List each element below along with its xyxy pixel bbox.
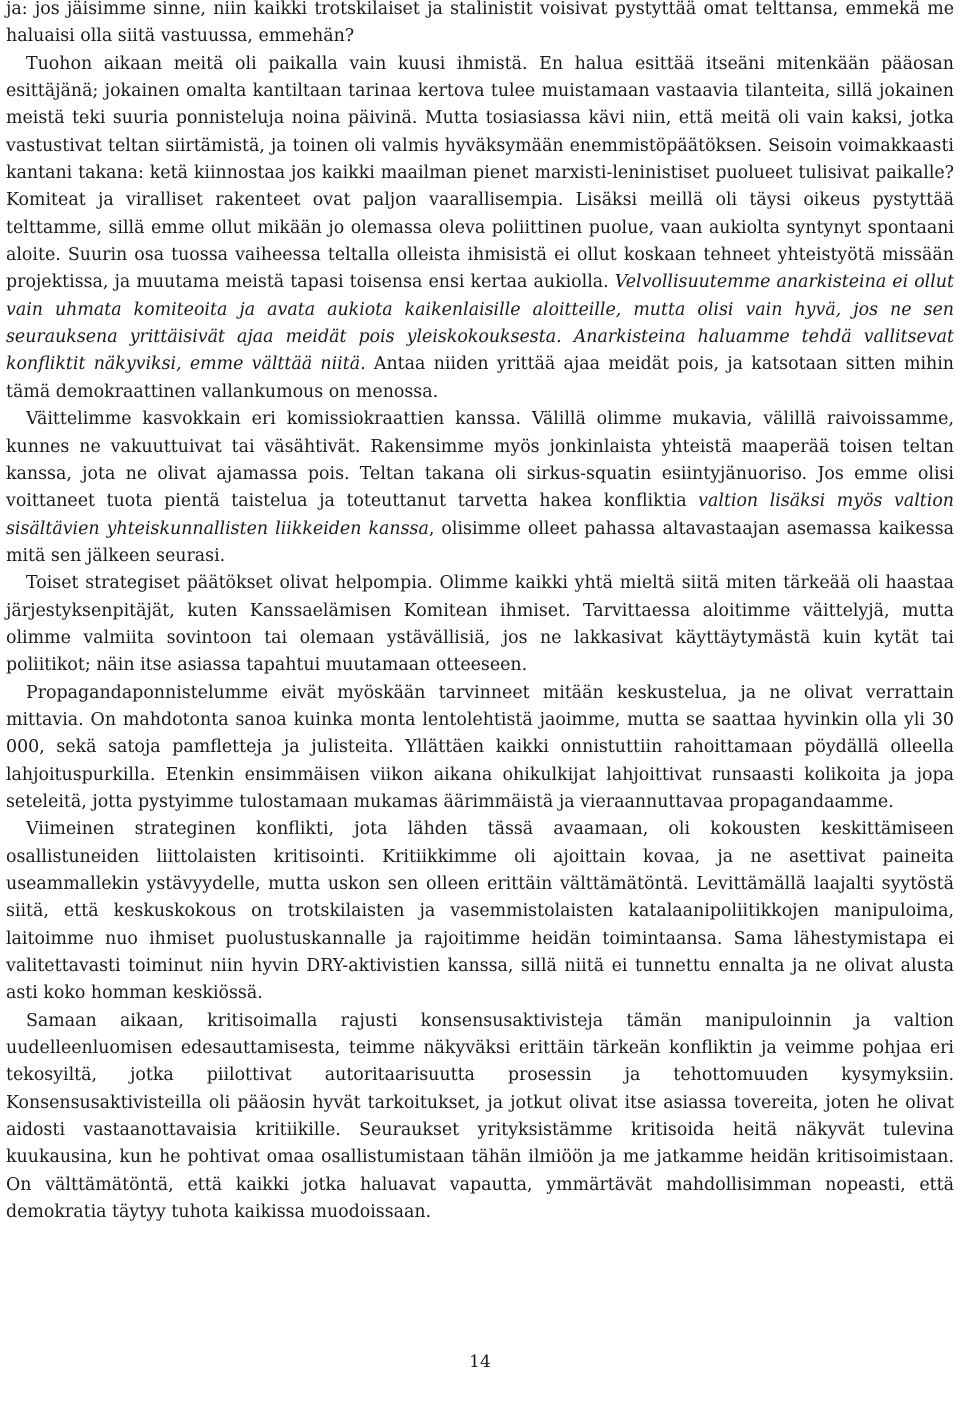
paragraph-text: Viimeinen strateginen konflikti, jota lähden tässä avaamaan, oli kokousten keskittämiseen osallistuneiden liittolaisten kritisointi. Kritiikkimme oli ajoittain kovaa, ja ne asettivat paineita useammallekin ystävyydelle, mutta uskon sen olleen erittäin välttämätöntä. Levittämällä laajalti syytöstä siitä, että keskuskokous on trotskilaisten ja vasemmistolaisten katalaanipoliitikkojen manipuloima, laitoimme nuo ihmiset puolustuskannalle ja rajoitimme heidän toimintaansa. Sama lähestymistapa ei valitettavasti toiminut niin hyvin DRY-aktivistien kanssa, sillä niitä ei tunnettu ennalta ja ne olivat alusta asti koko homman keskiössä. [6,819,954,1004]
paragraph [6,406,954,570]
paragraph-text: ja: jos jäisimme sinne, niin kaikki trotskilaiset ja stalinistit voisivat pystyttää omat telttansa, emmekä me haluaisi olla siitä vastuussa, emmehän? [6,0,954,47]
paragraph-text: Tuohon aikaan meitä oli paikalla vain kuusi ihmistä. En halua esittää itseäni mitenkään pääosan esittäjänä; jokainen omalta kantiltaan tarinaa kertova tulee muistamaan vastaavia tilanteita, sillä jokainen meistä teki suuria ponnisteluja noina päivinä. Mutta tosiasiassa kävi niin, että meitä oli vain kaksi, jotka vastustivat teltan siirtämistä, ja toinen oli valmis hyväksymään enemmistöpäätöksen. Seisoin voimakkaasti kantani takana: ketä kiinnostaa jos kaikki maailman pienet marxisti-leninistiset puolueet tulisivat paikalle? Komiteat ja viralliset rakenteet ovat paljon vaarallisempia. Lisäksi meillä oli täysi oikeus pystyttää telttamme, sillä emme ollut mikään jo olemassa oleva poliittinen puolue, vaan aukiolta syntynyt spontaani aloite. Suurin osa tuossa vaiheessa teltalla olleista ihmisistä ei ollut koskaan tehneet yhteistyötä missään projektissa, ja muutama meistä tapasi toisensa ensi kertaa aukiolla. [6,53,954,293]
italic-emphasis: valtion lisäksi myös valtion sisältävien yhteiskunnallisten liikkeiden kanssa [6,491,954,539]
document-body [6,0,954,1226]
italic-emphasis: Velvollisuutemme anarkisteina ei ollut vain uhmata komiteoita ja avata aukiota kaikenlaisille aloitteille, mutta olisi vain hyvä, jos ne sen seurauksena yrittäisivät ajaa meidät pois yleiskokouksesta. Anarkisteina haluamme tehdä vallitsevat konfliktit näkyviksi, emme välttää niitä. [6,272,954,375]
page-number: 14 [469,1352,491,1372]
paragraph-text: , olisimme olleet pahassa altavastaajan asemassa kaikessa mitä sen jälkeen seurasi. [6,518,954,566]
paragraph-text: Antaa niiden yrittää ajaa meidät pois, ja katsotaan sitten mihin tämä demokraattinen vallankumous on menossa. [6,354,954,402]
paragraph-text: Propagandaponnistelumme eivät myöskään tarvinneet mitään keskustelua, ja ne olivat verrattain mittavia. On mahdotonta sanoa kuinka monta lentolehtistä jaoimme, mutta se saattaa hyvinkin olla yli 30 000, sekä satoja pamfletteja ja julisteita. Yllättäen kaikki onnistuttiin rahoittamaan pöydällä olleella lahjoituspurkilla. Etenkin ensimmäisen viikon aikana ohikulkijat lahjoittivat runsaasti kolikoita ja jopa seteleitä, jotta pystyimme tulostamaan mukamas äärimmäistä ja vieraannuttavaa propagandaamme. [6,682,954,812]
paragraph [6,51,954,406]
paragraph-text: Väittelimme kasvokkain eri komissiokraattien kanssa. Välillä olimme mukavia, välillä raivoissamme, kunnes ne vakuuttuivat tai väsähtivät. Rakensimme myös jonkinlaista yhteistä maaperää toisen teltan kanssa, jota ne olivat ajamassa pois. Teltan takana oli sirkus-squatin esiintyjänuoriso. Jos emme olisi voittaneet tuota pientä taistelua ja toteuttanut tarvetta hakea konfliktia [6,409,954,512]
paragraph [6,1008,954,1227]
paragraph [6,680,954,817]
paragraph-text: Toiset strategiset päätökset olivat helpompia. Olimme kaikki yhtä mieltä siitä miten tärkeää oli haastaa järjestyksenpitäjät, kuten Kanssaelämisen Komitean ihmiset. Tarvittaessa aloitimme väittelyjä, mutta olimme valmiita sovintoon tai olemaan ystävällisiä, jos ne lakkasivat käyttäytymästä kuin kytät tai poliitikot; näin itse asiassa tapahtui muutamaan otteeseen. [6,573,954,676]
paragraph [6,816,954,1007]
paragraph [6,570,954,679]
paragraph-text: Samaan aikaan, kritisoimalla rajusti konsensusaktivisteja tämän manipuloinnin ja valtion uudelleenluomisen edesauttamisesta, teimme näkyväksi erittäin tärkeän konfliktin ja veimme pohjaa eri tekosyiltä, jotka piilottivat autoritaarisuutta prosessin ja tehottomuuden kysymyksiin. Konsensusaktivisteilla oli pääosin hyvät tarkoitukset, ja jotkut olivat itse asiassa tovereita, joten he olivat aidosti vastaanottavaisia kritiikille. Seuraukset yrityksistämme kritisoida heitä näkyvät tulevina kuukausina, kun he pohtivat omaa osallistumistaan tähän ilmiöön ja me jatkamme heidän kritisoimistaan. On välttämätöntä, että kaikki jotka haluavat vapautta, ymmärtävät mahdollisimman nopeasti, että demokratia täytyy tuhota kaikissa muodoissaan. [6,1010,954,1223]
paragraph-continuation [6,0,954,51]
